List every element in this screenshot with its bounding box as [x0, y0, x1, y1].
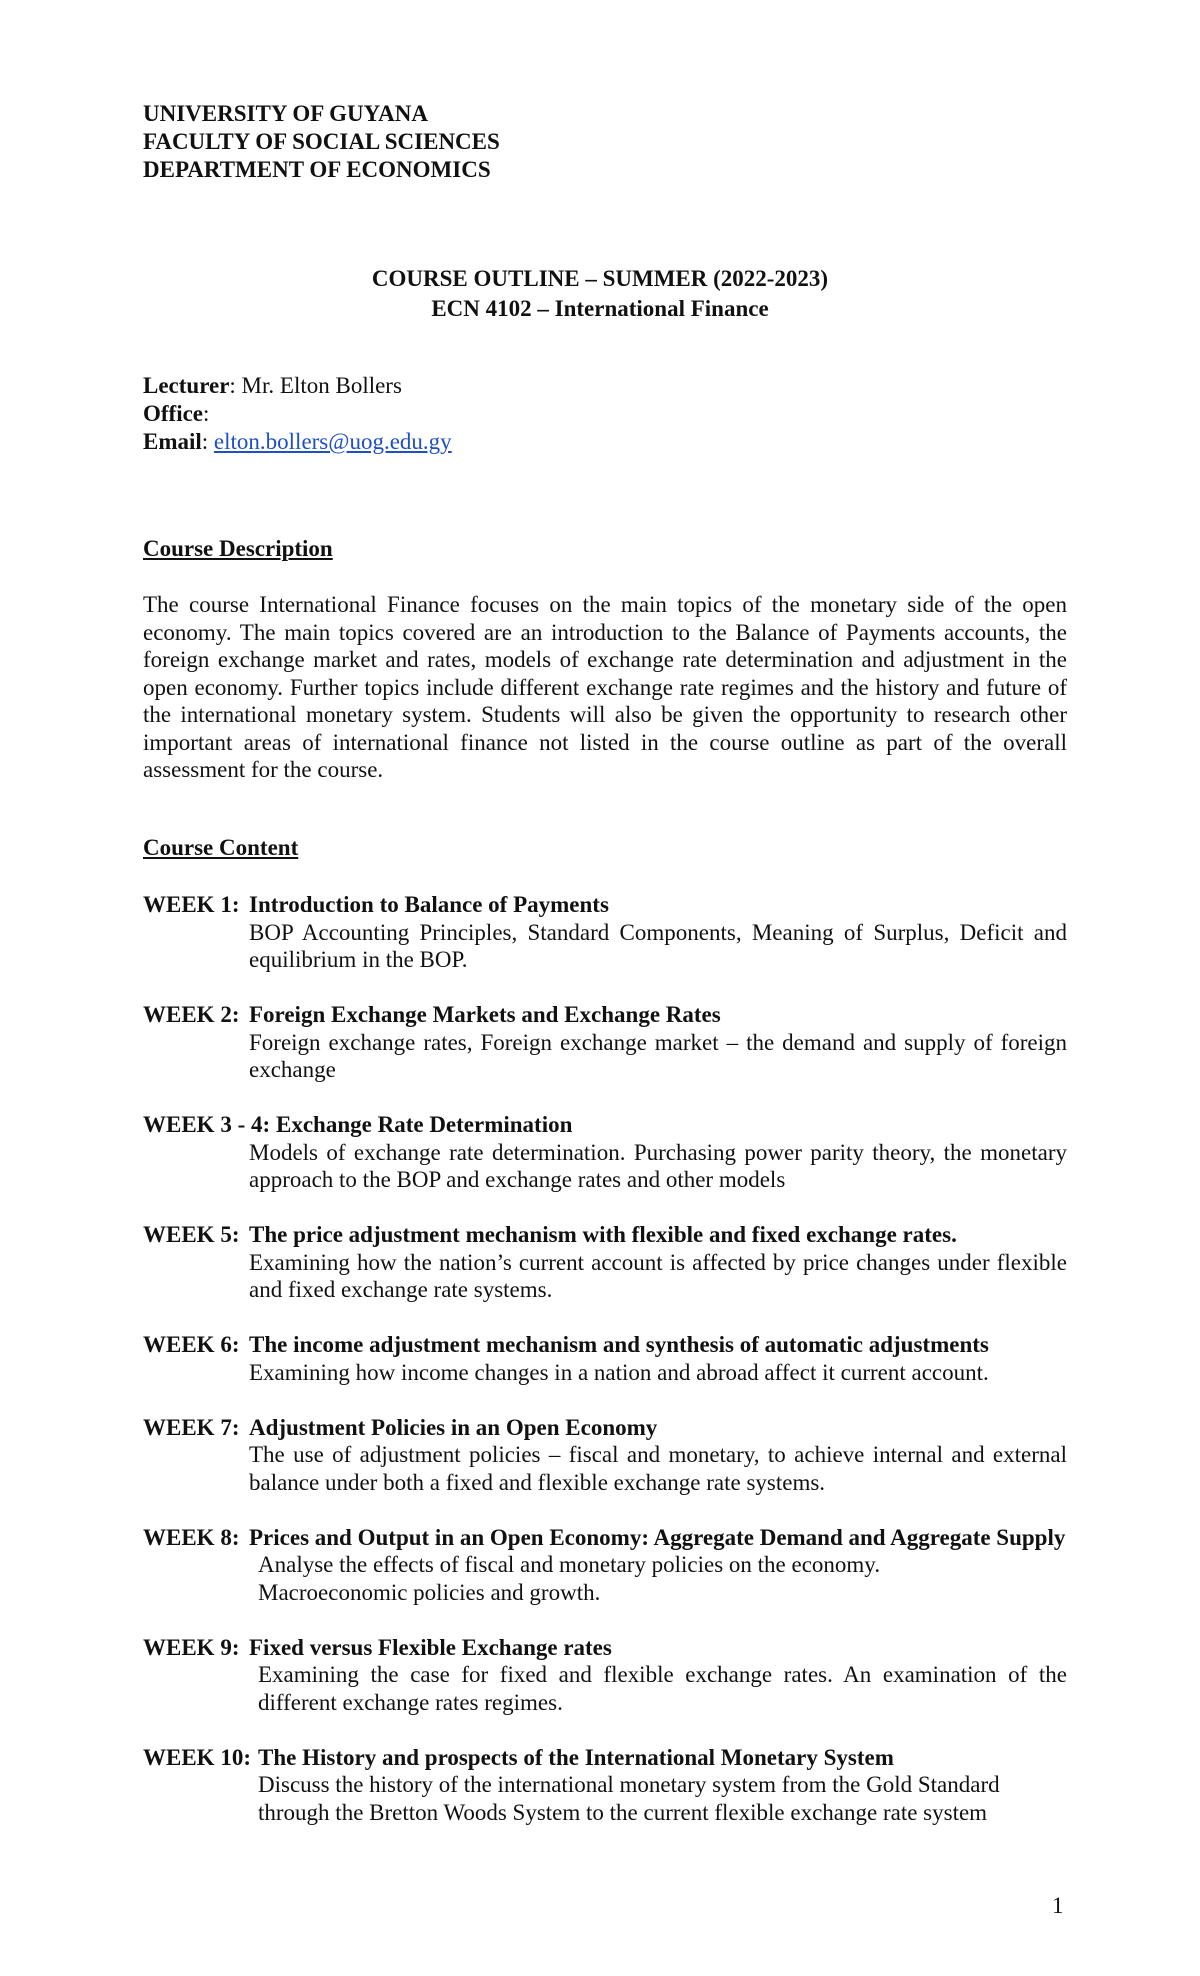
week-title: The History and prospects of the International Monetary System — [258, 1744, 894, 1770]
week-title: Introduction to Balance of Payments — [249, 892, 609, 917]
week-title: The price adjustment mechanism with flexible and fixed exchange rates. — [249, 1222, 957, 1247]
email-line — [143, 428, 452, 456]
week-description: The use of adjustment policies – fiscal and monetary, to achieve internal and external balance under both a fixed and flexible exchange rate systems. — [249, 1442, 1067, 1495]
week-description: Examining how the nation’s current account is affected by price changes under flexible and fixed exchange rate systems. — [249, 1249, 1067, 1302]
lecturer-line — [143, 372, 452, 400]
week-label: WEEK 1: — [143, 892, 240, 917]
week-label: WEEK 3 - 4: — [143, 1112, 271, 1137]
week-title: Adjustment Policies in an Open Economy — [249, 1414, 658, 1440]
office-label: Office — [143, 401, 204, 426]
week-title: Prices and Output in an Open Economy: Aggregate Demand and Aggregate Supply — [249, 1524, 1066, 1550]
week-3-4 — [143, 1111, 1067, 1194]
lecturer-info — [143, 372, 452, 456]
week-6 — [143, 1331, 1067, 1386]
course-description-text: The course International Finance focuses on the main topics of the monetary side of the open economy. The main topics covered are an introduction to the Balance of Payments accounts, the foreign exchange market and rates, models of exchange rate determination and adjustment in the open economy. Further topics include different exchange rate regimes and the history and future of the international monetary system. Students will also be given the opportunity to research other important areas of international finance not listed in the course outline as part of the overall assessment for the course. — [143, 592, 1067, 782]
week-label: WEEK 5: — [143, 1222, 240, 1247]
week-description: BOP Accounting Principles, Standard Components, Meaning of Surplus, Deficit and equilibrium in the BOP. — [249, 919, 1067, 972]
week-description: Models of exchange rate determination. Purchasing power parity theory, the monetary approach to the BOP and exchange rates and other models — [249, 1139, 1067, 1192]
week-5 — [143, 1221, 1067, 1304]
week-8 — [143, 1524, 1067, 1607]
course-outline-title: COURSE OUTLINE – SUMMER (2022-2023) — [371, 266, 829, 291]
lecturer-value: : Mr. Elton Bollers — [229, 373, 402, 398]
week-title: Foreign Exchange Markets and Exchange Rates — [249, 1002, 721, 1027]
week-2 — [143, 1001, 1067, 1084]
week-description-line: Discuss the history of the international monetary system from the Gold Standard — [258, 1772, 1000, 1797]
university-name: UNIVERSITY OF GUYANA — [143, 101, 428, 126]
course-description-heading: Course Description — [143, 536, 333, 561]
course-content-heading: Course Content — [143, 835, 299, 860]
week-10 — [143, 1744, 1067, 1827]
week-title: Exchange Rate Determination — [276, 1112, 573, 1137]
week-description: Foreign exchange rates, Foreign exchange market – the demand and supply of foreign exchange — [249, 1029, 1067, 1082]
page-number: 1 — [1052, 1893, 1064, 1918]
document-title — [0, 264, 1200, 324]
week-description-line: Macroeconomic policies and growth. — [258, 1579, 601, 1605]
email-link[interactable]: elton.bollers@uog.edu.gy — [213, 429, 452, 454]
lecturer-label: Lecturer — [143, 373, 230, 398]
week-label: WEEK 8: — [143, 1524, 240, 1550]
office-value: : — [203, 401, 210, 426]
week-9 — [143, 1634, 1067, 1717]
week-label: WEEK 2: — [143, 1002, 240, 1027]
week-title: Fixed versus Flexible Exchange rates — [249, 1634, 612, 1660]
course-content-list — [143, 891, 1067, 1854]
email-label: Email — [143, 429, 202, 454]
week-label: WEEK 10: — [143, 1744, 251, 1770]
office-line — [143, 400, 452, 428]
week-7 — [143, 1414, 1067, 1497]
week-1 — [143, 891, 1067, 974]
week-description-line: Analyse the effects of fiscal and monetary policies on the economy. — [258, 1552, 881, 1577]
week-description: Examining the case for fixed and flexible exchange rates. An examination of the different exchange rates regimes. — [258, 1662, 1067, 1715]
week-description — [143, 1551, 1067, 1606]
week-label: WEEK 9: — [143, 1634, 240, 1660]
week-title: The income adjustment mechanism and synthesis of automatic adjustments — [249, 1332, 989, 1357]
week-description-line: through the Bretton Woods System to the current flexible exchange rate system — [258, 1799, 988, 1825]
week-label: WEEK 6: — [143, 1332, 240, 1357]
institution-header — [143, 100, 500, 184]
week-label: WEEK 7: — [143, 1414, 240, 1440]
faculty-name: FACULTY OF SOCIAL SCIENCES — [143, 129, 500, 154]
course-code-title: ECN 4102 – International Finance — [431, 296, 769, 321]
email-separator: : — [201, 429, 214, 454]
week-description: Examining how income changes in a nation and abroad affect it current account. — [249, 1359, 989, 1385]
week-description — [143, 1771, 1067, 1826]
department-name: DEPARTMENT OF ECONOMICS — [143, 157, 491, 182]
